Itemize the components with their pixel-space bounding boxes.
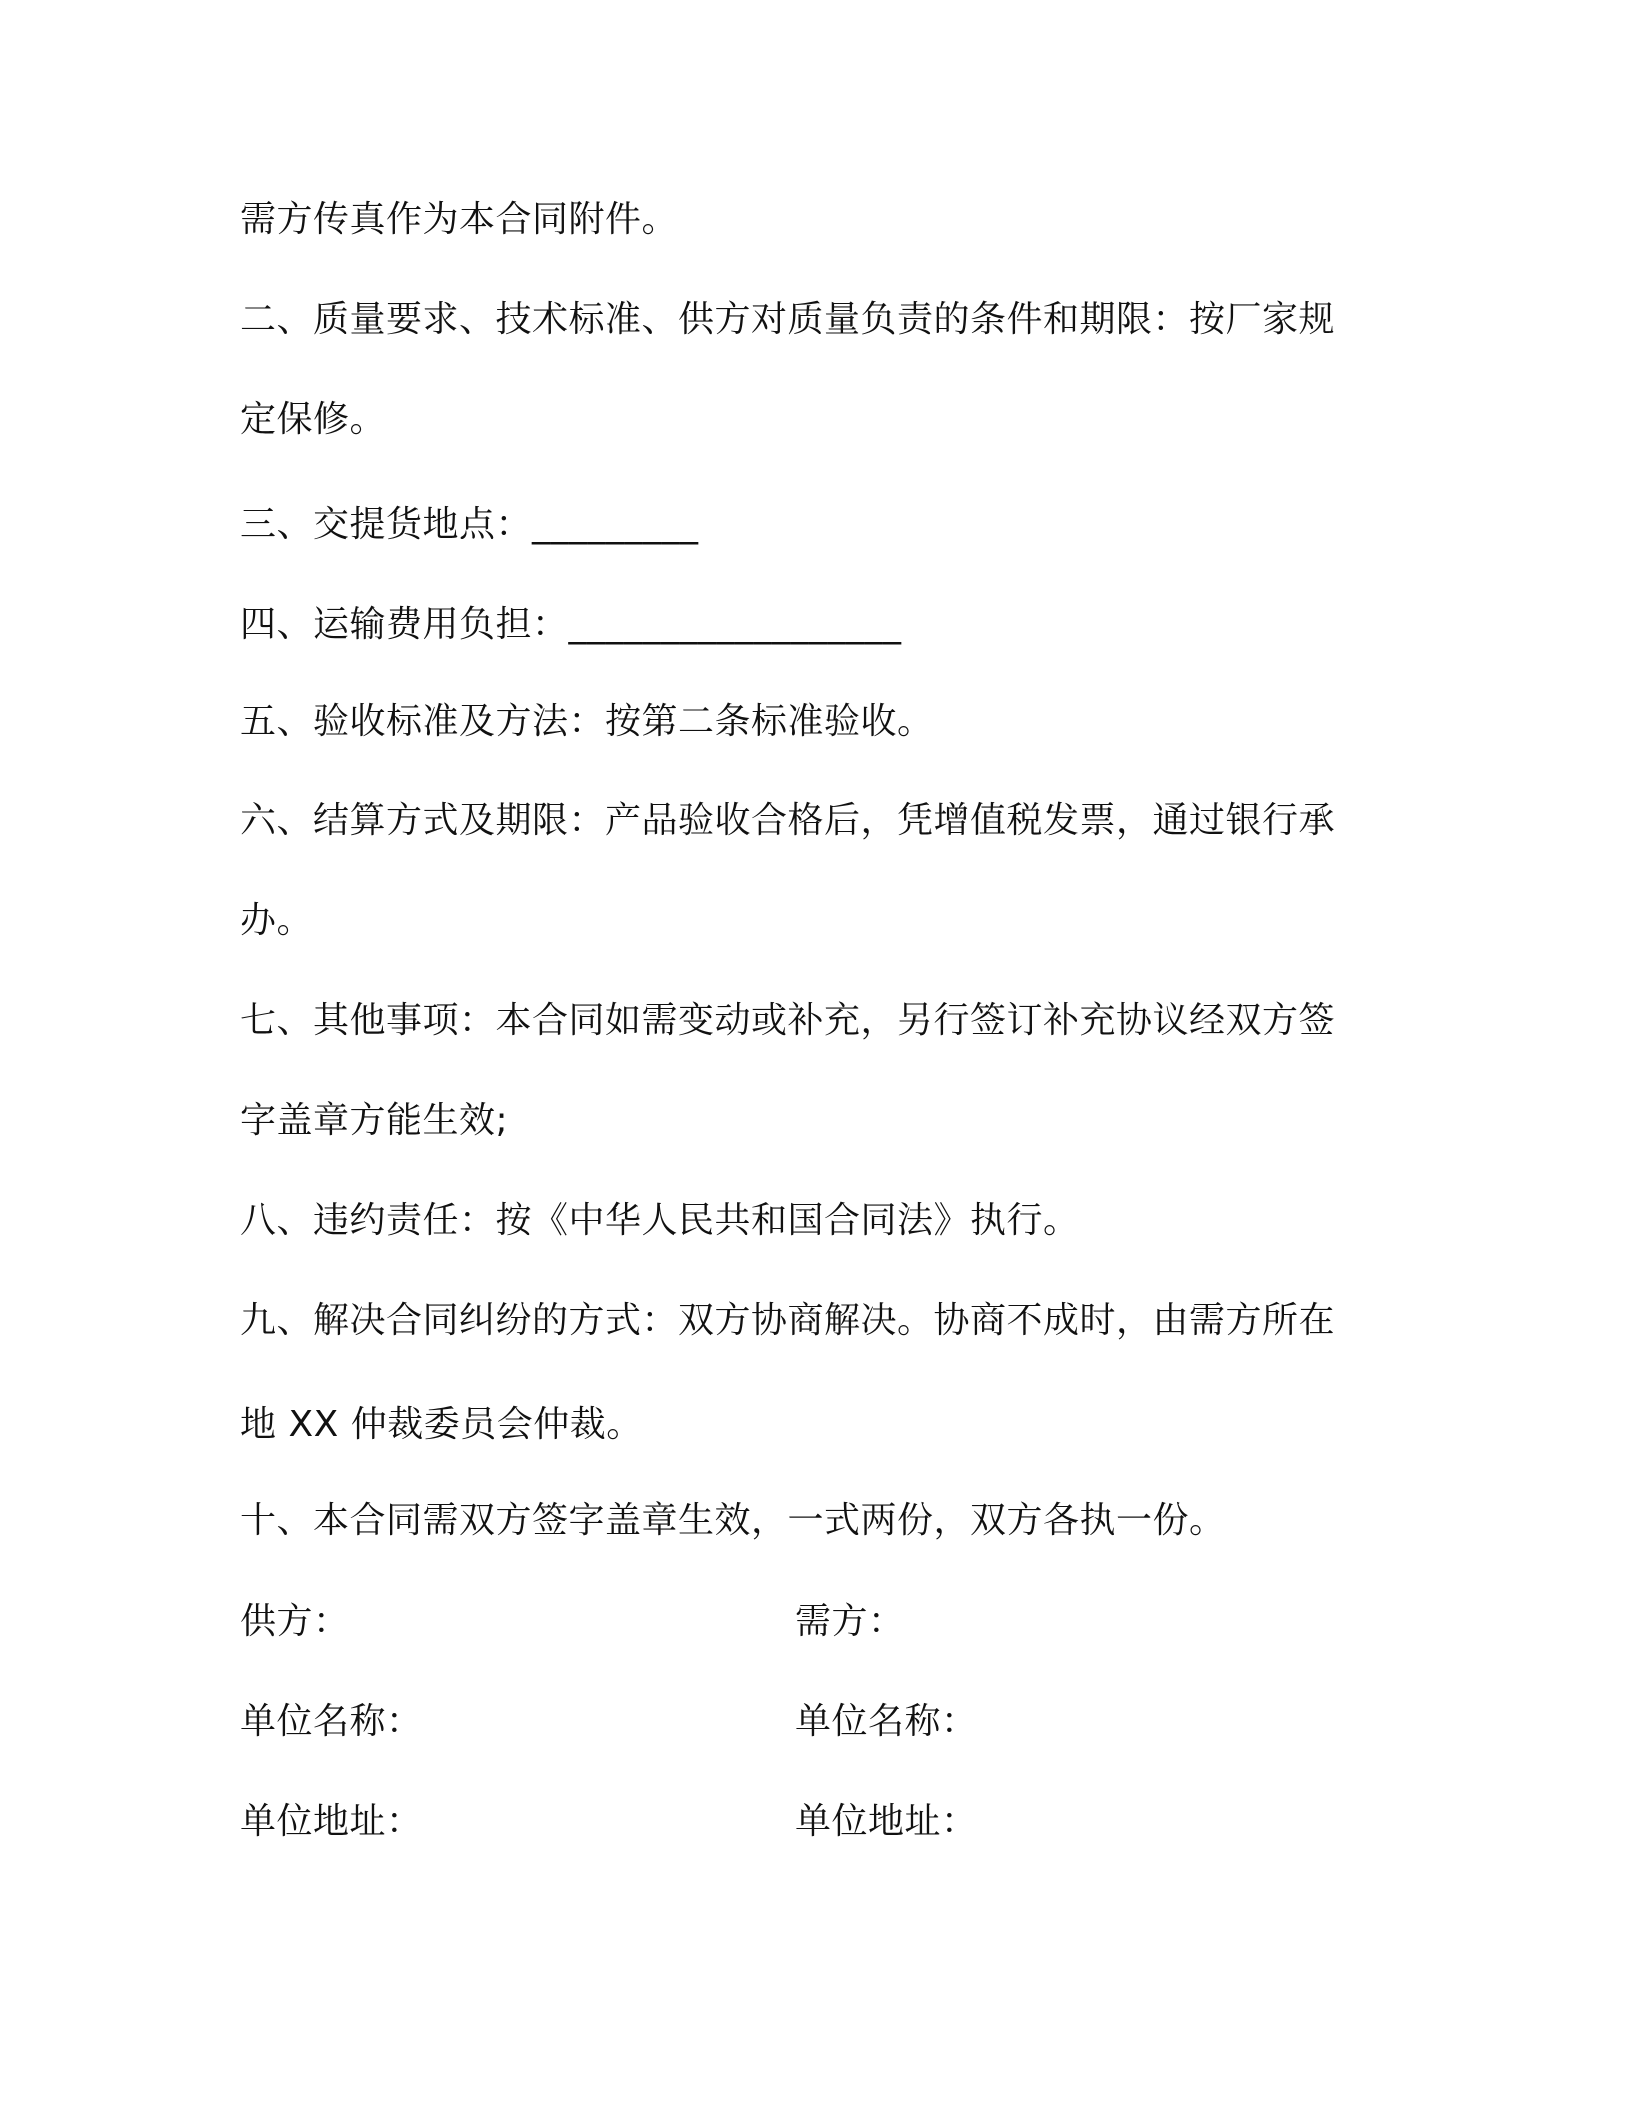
clause-7-line-2: 字盖章方能生效; [240, 1100, 509, 1141]
clause-8: 八、违约责任：按《中华人民共和国合同法》执行。 [240, 1200, 1080, 1241]
supplier-unit-name-label: 单位名称： [240, 1701, 423, 1742]
supplier-unit-address-label: 单位地址： [240, 1801, 423, 1842]
clause-7-line-1: 七、其他事项：本合同如需变动或补充，另行签订补充协议经双方签 [240, 1000, 1336, 1041]
clause-2-line-2: 定保修。 [240, 399, 387, 440]
buyer-unit-address-label: 单位地址： [795, 1801, 978, 1842]
clause-6-line-2: 办。 [240, 900, 314, 941]
supplier-party-label: 供方： [240, 1601, 350, 1642]
buyer-unit-name-label: 单位名称： [795, 1701, 978, 1742]
clause-9-line-2: 地 XX 仲裁委员会仲裁。 [240, 1404, 643, 1445]
clause-5: 五、验收标准及方法：按第二条标准验收。 [240, 701, 934, 742]
clause-6-line-1: 六、结算方式及期限：产品验收合格后，凭增值税发票，通过银行承 [240, 800, 1336, 841]
buyer-party-label: 需方： [795, 1601, 905, 1642]
clause-10: 十、本合同需双方签字盖章生效，一式两份，双方各执一份。 [240, 1500, 1226, 1541]
clause-2-line-1: 二、质量要求、技术标准、供方对质量负责的条件和期限：按厂家规 [240, 299, 1336, 340]
clause-3: 三、交提货地点：_________ [240, 504, 699, 545]
clause-line: 需方传真作为本合同附件。 [240, 199, 679, 240]
clause-9-line-1: 九、解决合同纠纷的方式：双方协商解决。协商不成时，由需方所在 [240, 1300, 1336, 1341]
clause-4: 四、运输费用负担：__________________ [240, 604, 902, 645]
